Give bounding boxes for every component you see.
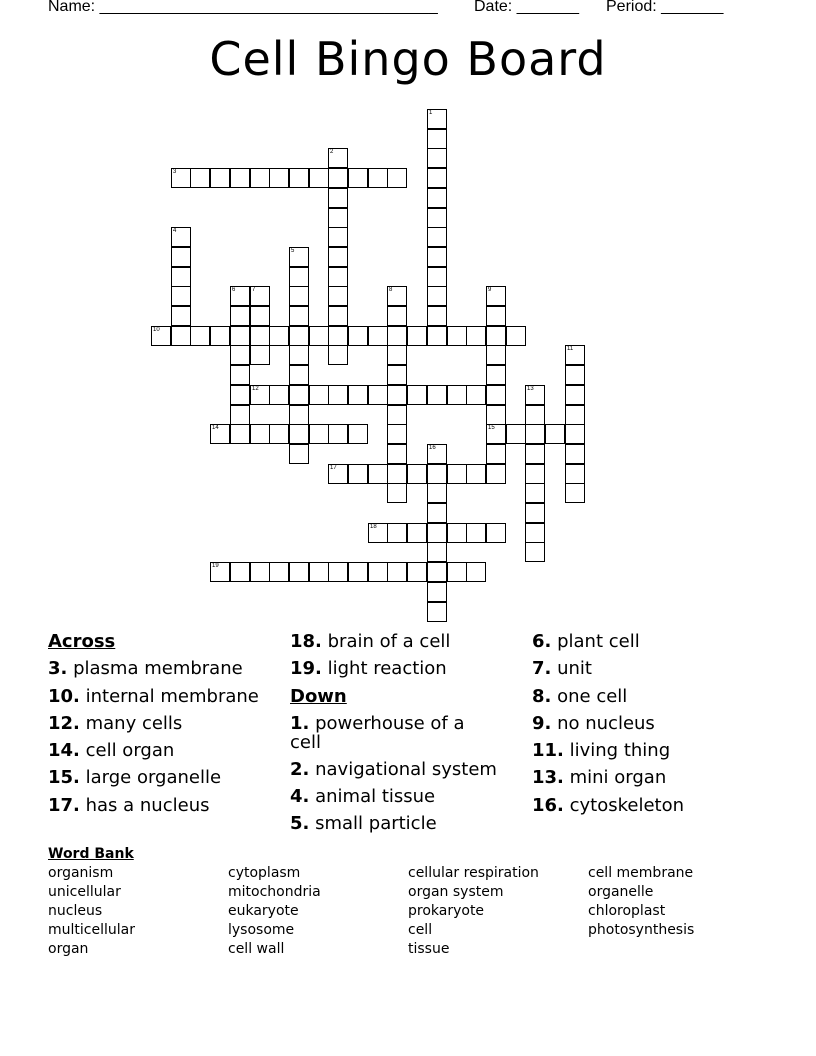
crossword-cell[interactable]	[486, 405, 506, 425]
crossword-cell[interactable]	[230, 168, 250, 188]
clue-down-4: 4. animal tissue	[290, 786, 436, 808]
crossword-cell[interactable]	[289, 444, 309, 464]
crossword-cell[interactable]	[486, 345, 506, 365]
crossword-cell[interactable]	[328, 326, 348, 346]
crossword-cell[interactable]	[387, 523, 407, 543]
across-heading: Across	[48, 631, 116, 652]
crossword-cell[interactable]	[230, 286, 250, 306]
crossword-cell[interactable]	[289, 562, 309, 582]
word-bank-item: cell	[408, 922, 433, 938]
crossword-cell[interactable]	[387, 424, 407, 444]
word-bank-column-4	[588, 864, 694, 940]
crossword-cell[interactable]	[525, 542, 545, 562]
crossword-cell[interactable]	[230, 306, 250, 326]
clue-down-1: 1. powerhouse of a cell	[290, 712, 465, 753]
crossword-cell[interactable]	[427, 188, 447, 208]
clue-across-3: 3. plasma membrane	[48, 658, 243, 680]
crossword-cell[interactable]	[348, 168, 368, 188]
crossword-cell[interactable]	[387, 464, 407, 484]
clue-number: 7	[252, 287, 256, 293]
crossword-cell[interactable]	[289, 168, 309, 188]
crossword-cell[interactable]	[447, 385, 467, 405]
down-heading: Down	[290, 685, 347, 707]
crossword-cell[interactable]	[525, 464, 545, 484]
clue-down-11: 11. living thing	[532, 740, 671, 762]
crossword-cell[interactable]	[250, 385, 270, 405]
crossword-cell[interactable]	[486, 385, 506, 405]
crossword-cell[interactable]	[269, 424, 289, 444]
crossword-cell[interactable]	[151, 326, 171, 346]
crossword-cell[interactable]	[230, 365, 250, 385]
crossword-cell[interactable]	[328, 188, 348, 208]
crossword-cell[interactable]	[328, 247, 348, 267]
crossword-cell[interactable]	[289, 247, 309, 267]
crossword-cell[interactable]	[387, 483, 407, 503]
word-bank-item: photosynthesis	[588, 922, 695, 938]
crossword-cell[interactable]	[427, 523, 447, 543]
crossword-cell[interactable]	[250, 424, 270, 444]
crossword-cell[interactable]	[525, 405, 545, 425]
crossword-cell[interactable]	[427, 208, 447, 228]
crossword-cell[interactable]	[387, 385, 407, 405]
crossword-cell[interactable]	[250, 562, 270, 582]
crossword-cell[interactable]	[269, 326, 289, 346]
crossword-cell[interactable]	[427, 582, 447, 602]
crossword-cell[interactable]	[427, 503, 447, 523]
crossword-cell[interactable]	[565, 385, 585, 405]
crossword-cell[interactable]	[427, 326, 447, 346]
clue-across-19: 19. light reaction	[290, 658, 447, 680]
crossword-cell[interactable]	[210, 562, 230, 582]
clue-number: 13	[527, 386, 534, 392]
crossword-cell[interactable]	[565, 365, 585, 385]
word-bank-column-1	[48, 864, 135, 959]
crossword-cell[interactable]	[466, 326, 486, 346]
crossword-cell[interactable]	[466, 523, 486, 543]
crossword-cell[interactable]	[427, 483, 447, 503]
crossword-cell[interactable]	[328, 227, 348, 247]
name-field[interactable]: Name: ______________________________________	[48, 0, 438, 15]
crossword-cell[interactable]	[565, 405, 585, 425]
crossword-cell[interactable]	[328, 424, 348, 444]
clue-number: 11	[567, 346, 574, 352]
crossword-cell[interactable]	[427, 542, 447, 562]
crossword-cell[interactable]	[328, 306, 348, 326]
crossword-cell[interactable]	[348, 326, 368, 346]
crossword-cell[interactable]	[368, 326, 388, 346]
crossword-cell[interactable]	[427, 444, 447, 464]
crossword-cell[interactable]	[427, 227, 447, 247]
crossword-cell[interactable]	[348, 385, 368, 405]
word-bank-item: cellular respiration	[408, 865, 539, 881]
period-field[interactable]: Period: _______	[606, 0, 724, 15]
clue-across-12: 12. many cells	[48, 712, 183, 734]
crossword-cell[interactable]	[348, 464, 368, 484]
crossword-cell[interactable]	[368, 168, 388, 188]
clue-number: 19	[212, 563, 219, 569]
crossword-cell[interactable]	[309, 326, 329, 346]
clue-number: 14	[212, 425, 219, 431]
crossword-cell[interactable]	[565, 444, 585, 464]
crossword-cell[interactable]	[210, 168, 230, 188]
word-bank-item: multicellular	[48, 922, 135, 938]
crossword-cell[interactable]	[210, 326, 230, 346]
crossword-cell[interactable]	[171, 168, 191, 188]
crossword-cell[interactable]	[565, 464, 585, 484]
crossword-cell[interactable]	[506, 424, 526, 444]
clue-number: 16	[429, 445, 436, 451]
crossword-cell[interactable]	[486, 326, 506, 346]
clue-number: 18	[370, 524, 377, 530]
crossword-cell[interactable]	[250, 306, 270, 326]
word-bank-item: cytoplasm	[228, 865, 301, 881]
clue-number: 1	[429, 110, 433, 116]
crossword-cell[interactable]	[407, 464, 427, 484]
clue-number: 3	[173, 169, 177, 175]
crossword-cell[interactable]	[348, 424, 368, 444]
crossword-cell[interactable]	[466, 385, 486, 405]
clue-across-14: 14. cell organ	[48, 740, 175, 762]
word-bank-item: cell wall	[228, 941, 285, 957]
crossword-cell[interactable]	[387, 405, 407, 425]
crossword-cell[interactable]	[565, 483, 585, 503]
word-bank-item: prokaryote	[408, 903, 485, 919]
crossword-cell[interactable]	[368, 523, 388, 543]
crossword-cell[interactable]	[328, 345, 348, 365]
clue-number: 15	[488, 425, 495, 431]
crossword-cell[interactable]	[328, 562, 348, 582]
crossword-cell[interactable]	[447, 326, 467, 346]
crossword-cell[interactable]	[427, 602, 447, 622]
clue-down-8: 8. one cell	[532, 685, 628, 707]
crossword-cell[interactable]	[387, 365, 407, 385]
crossword-cell[interactable]	[328, 267, 348, 287]
crossword-cell[interactable]	[269, 168, 289, 188]
clues-column-3	[532, 628, 684, 819]
crossword-cell[interactable]	[427, 109, 447, 129]
crossword-cell[interactable]	[427, 267, 447, 287]
crossword-cell[interactable]	[387, 345, 407, 365]
crossword-cell[interactable]	[545, 424, 565, 444]
clue-down-16: 16. cytoskeleton	[532, 794, 685, 816]
crossword-cell[interactable]	[171, 267, 191, 287]
crossword-cell[interactable]	[407, 326, 427, 346]
crossword-cell[interactable]	[486, 464, 506, 484]
crossword-cell[interactable]	[289, 286, 309, 306]
crossword-cell[interactable]	[387, 326, 407, 346]
crossword-cell[interactable]	[250, 345, 270, 365]
crossword-cell[interactable]	[230, 326, 250, 346]
crossword-cell[interactable]	[387, 168, 407, 188]
crossword-cell[interactable]	[427, 306, 447, 326]
crossword-cell[interactable]	[486, 444, 506, 464]
word-bank-item: organelle	[588, 884, 654, 900]
crossword-cell[interactable]	[289, 385, 309, 405]
clue-number: 4	[173, 228, 177, 234]
crossword-cell[interactable]	[447, 523, 467, 543]
crossword-cell[interactable]	[250, 168, 270, 188]
crossword-cell[interactable]	[427, 247, 447, 267]
clue-across-17: 17. has a nucleus	[48, 794, 210, 816]
clue-number: 8	[389, 287, 393, 293]
clue-down-13: 13. mini organ	[532, 767, 667, 789]
crossword-cell[interactable]	[427, 385, 447, 405]
clue-across-18: 18. brain of a cell	[290, 631, 451, 652]
clue-number: 10	[153, 327, 160, 333]
crossword-cell[interactable]	[368, 385, 388, 405]
clue-down-6: 6. plant cell	[532, 631, 640, 652]
crossword-cell[interactable]	[407, 562, 427, 582]
crossword-cell[interactable]	[525, 523, 545, 543]
crossword-cell[interactable]	[230, 345, 250, 365]
word-bank-column-3	[408, 864, 539, 959]
word-bank-title: Word Bank	[48, 846, 134, 862]
crossword-cell[interactable]	[387, 306, 407, 326]
crossword-cell[interactable]	[447, 464, 467, 484]
crossword-cell[interactable]	[447, 562, 467, 582]
crossword-cell[interactable]	[328, 168, 348, 188]
crossword-cell[interactable]	[525, 444, 545, 464]
crossword-cell[interactable]	[486, 365, 506, 385]
crossword-cell[interactable]	[250, 286, 270, 306]
clues-column-2	[290, 628, 497, 838]
crossword-cell[interactable]	[486, 424, 506, 444]
crossword-cell[interactable]	[466, 464, 486, 484]
crossword-cell[interactable]	[486, 523, 506, 543]
page-title: Cell Bingo Board	[209, 32, 607, 86]
crossword-cell[interactable]	[328, 464, 348, 484]
word-bank-item: organ system	[408, 884, 504, 900]
crossword-cell[interactable]	[230, 405, 250, 425]
clue-down-5: 5. small particle	[290, 813, 437, 835]
crossword-cell[interactable]	[407, 523, 427, 543]
clue-down-9: 9. no nucleus	[532, 712, 655, 734]
crossword-cell[interactable]	[466, 562, 486, 582]
clue-number: 6	[232, 287, 236, 293]
crossword-cell[interactable]	[269, 562, 289, 582]
crossword-cell[interactable]	[368, 464, 388, 484]
crossword-cell[interactable]	[328, 208, 348, 228]
crossword-cell[interactable]	[269, 385, 289, 405]
crossword-cell[interactable]	[427, 464, 447, 484]
clue-down-7: 7. unit	[532, 658, 592, 680]
clue-number: 2	[330, 149, 334, 155]
crossword-cell[interactable]	[407, 385, 427, 405]
crossword-cell[interactable]	[289, 345, 309, 365]
date-field[interactable]: Date: _______	[474, 0, 579, 15]
clue-across-10: 10. internal membrane	[48, 685, 259, 707]
clue-number: 5	[291, 248, 295, 254]
crossword-cell[interactable]	[230, 424, 250, 444]
crossword-cell[interactable]	[289, 326, 309, 346]
crossword-cell[interactable]	[525, 503, 545, 523]
word-bank-item: tissue	[408, 941, 450, 957]
word-bank-item: lysosome	[228, 922, 295, 938]
crossword-cell[interactable]	[525, 483, 545, 503]
crossword-cell[interactable]	[427, 129, 447, 149]
crossword-cell[interactable]	[427, 168, 447, 188]
crossword-cell[interactable]	[565, 345, 585, 365]
crossword-cell[interactable]	[525, 385, 545, 405]
crossword-cell[interactable]	[289, 365, 309, 385]
crossword-cell[interactable]	[250, 326, 270, 346]
crossword-cell[interactable]	[289, 405, 309, 425]
word-bank-item: organism	[48, 865, 114, 881]
crossword-cell[interactable]	[328, 148, 348, 168]
crossword-cell[interactable]	[387, 562, 407, 582]
crossword-cell[interactable]	[230, 562, 250, 582]
crossword-cell[interactable]	[506, 326, 526, 346]
crossword-cell[interactable]	[190, 168, 210, 188]
word-bank-item: unicellular	[48, 884, 121, 900]
crossword-cell[interactable]	[309, 424, 329, 444]
crossword-cell[interactable]	[525, 424, 545, 444]
word-bank-item: cell membrane	[588, 865, 694, 881]
crossword-cell[interactable]	[171, 326, 191, 346]
crossword-cell[interactable]	[309, 385, 329, 405]
clue-number: 17	[330, 465, 337, 471]
crossword-cell[interactable]	[565, 424, 585, 444]
crossword-cell[interactable]	[427, 562, 447, 582]
crossword-cell[interactable]	[289, 267, 309, 287]
crossword-cell[interactable]	[309, 562, 329, 582]
crossword-cell[interactable]	[289, 424, 309, 444]
crossword-cell[interactable]	[486, 306, 506, 326]
crossword-cell[interactable]	[328, 286, 348, 306]
clue-number: 12	[252, 386, 259, 392]
crossword-cell[interactable]	[309, 168, 329, 188]
word-bank-item: nucleus	[48, 903, 103, 919]
crossword-cell[interactable]	[171, 227, 191, 247]
crossword-cell[interactable]	[230, 385, 250, 405]
crossword-cell[interactable]	[171, 286, 191, 306]
crossword-cell[interactable]	[289, 306, 309, 326]
word-bank	[48, 846, 695, 957]
crossword-cell[interactable]	[171, 247, 191, 267]
crossword-cell[interactable]	[210, 424, 230, 444]
crossword-cell[interactable]	[427, 286, 447, 306]
crossword-cell[interactable]	[368, 562, 388, 582]
crossword-cell[interactable]	[171, 306, 191, 326]
crossword-cell[interactable]	[387, 444, 407, 464]
crossword-cell[interactable]	[328, 385, 348, 405]
crossword-cell[interactable]	[387, 286, 407, 306]
word-bank-item: organ	[48, 941, 89, 957]
crossword-cell[interactable]	[190, 326, 210, 346]
word-bank-column-2	[228, 864, 321, 959]
crossword-cell[interactable]	[427, 148, 447, 168]
crossword-cell[interactable]	[348, 562, 368, 582]
clue-down-2: 2. navigational system	[290, 758, 497, 780]
crossword-cell[interactable]	[486, 286, 506, 306]
clue-across-15: 15. large organelle	[48, 767, 222, 789]
clue-number: 9	[488, 287, 492, 293]
clues-column-1	[48, 628, 259, 819]
word-bank-item: eukaryote	[228, 903, 299, 919]
word-bank-item: mitochondria	[228, 884, 321, 900]
word-bank-item: chloroplast	[588, 903, 666, 919]
